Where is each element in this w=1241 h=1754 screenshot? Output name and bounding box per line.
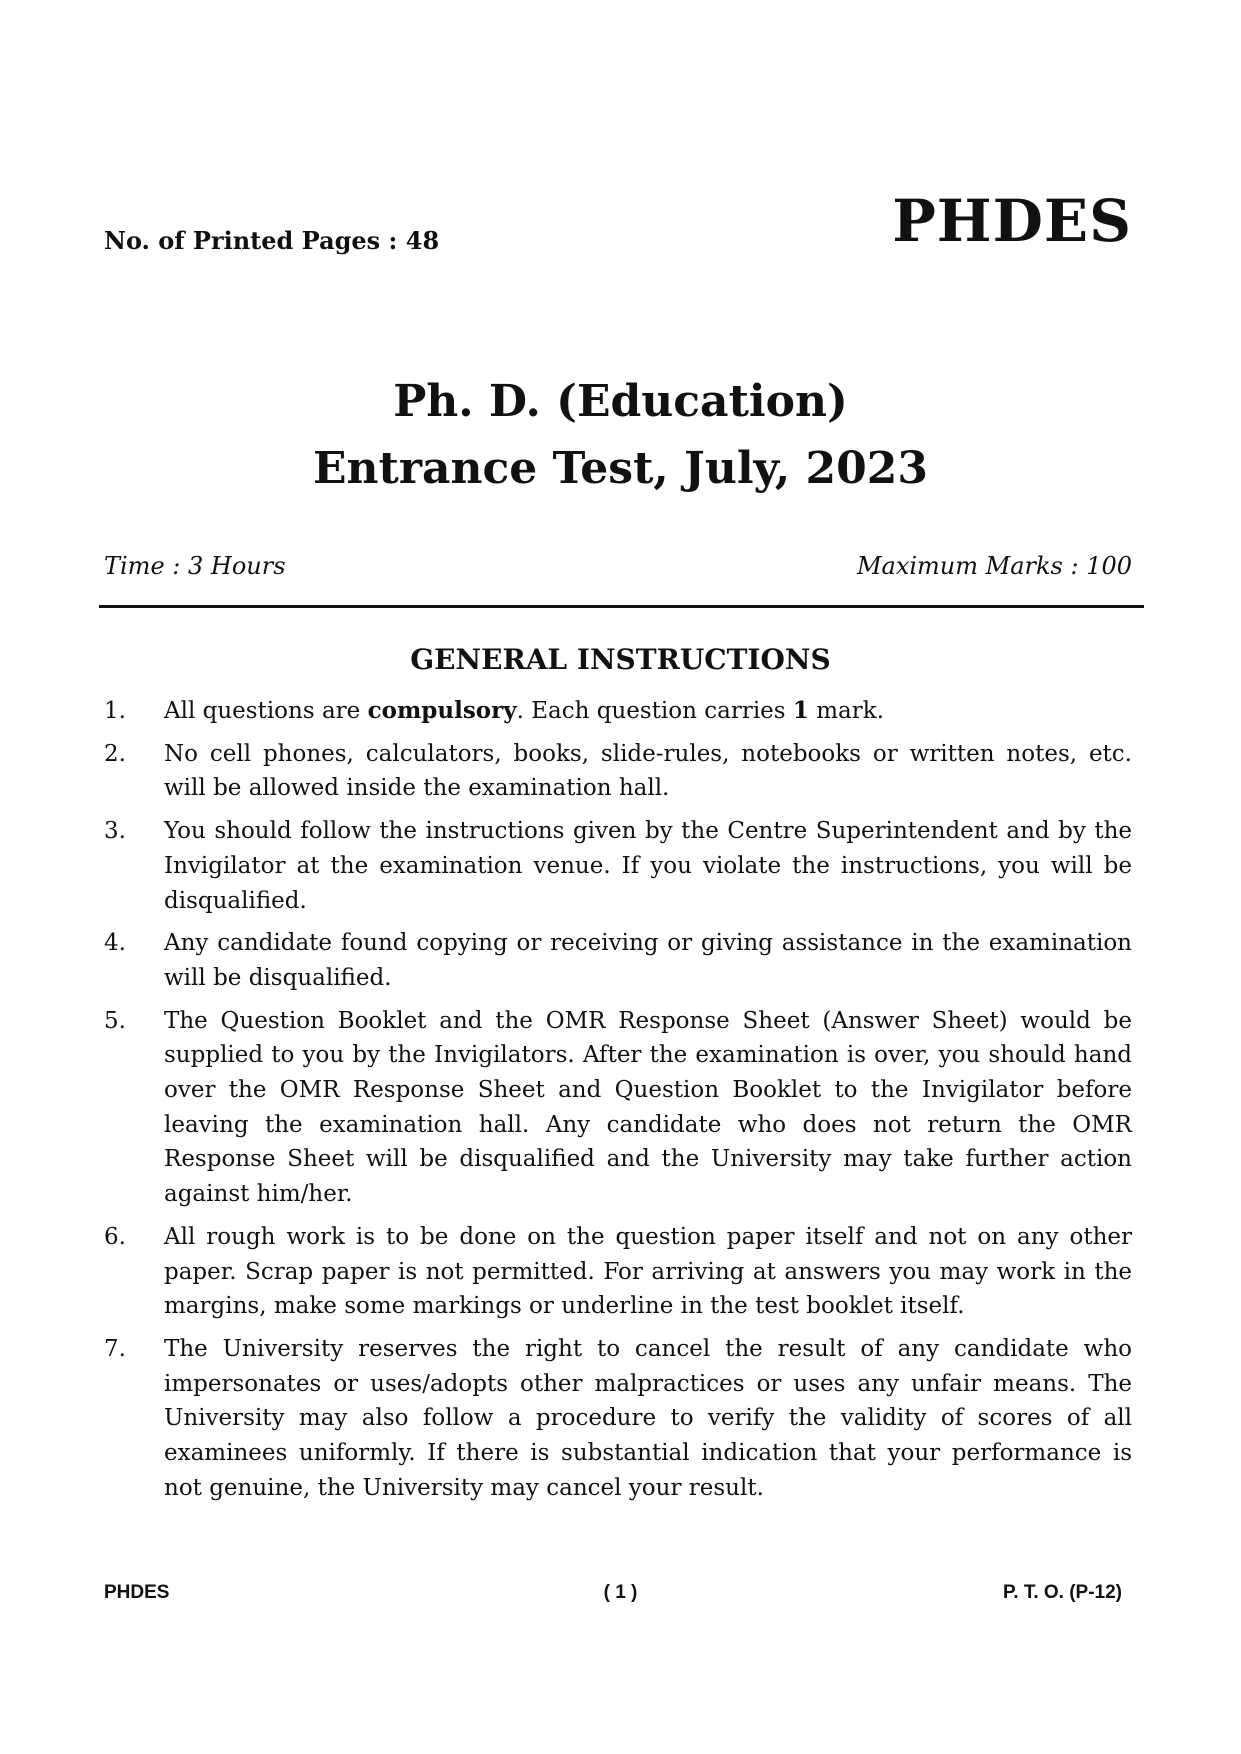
instruction-item (104, 1220, 1132, 1324)
instruction-number: 5. (104, 1007, 126, 1034)
instruction-number: 2. (104, 740, 126, 767)
instruction-text: Any candidate found copying or receiving or giving assistance in the examination will be disqualified. (164, 930, 1132, 991)
instruction-text: The University reserves the right to cancel the result of any candidate who impersonates or uses/adopts other malpractices or uses any unfair means. The University may also follow a procedure to verify the validity of scores of all examinees uniformly. If there is substantial indication that your performance is not genuine, the University may cancel your result. (164, 1335, 1132, 1501)
exam-subtitle: Entrance Test, July, 2023 (312, 443, 929, 494)
please-turn-over-note: P. T. O. (P-12) (1003, 1582, 1122, 1603)
instruction-number: 3. (104, 818, 126, 845)
instruction-item (104, 694, 1132, 729)
instruction-item (104, 737, 1132, 806)
instruction-text-part: All questions are (164, 698, 368, 724)
paper-code: PHDES (892, 187, 1132, 255)
instruction-text: All rough work is to be done on the question paper itself and not on any other paper. Scrap paper is not permitted. For arriving at answers you may work in the margins, make some markings or underline in the test booklet itself. (164, 1223, 1132, 1320)
exam-title: Ph. D. (Education) (393, 376, 848, 427)
instruction-emphasis: 1 (792, 697, 809, 724)
instruction-text: No cell phones, calculators, books, slide-rules, notebooks or written notes, etc. will be allowed inside the examination hall. (164, 740, 1132, 802)
instruction-number: 4. (104, 930, 126, 957)
maximum-marks: Maximum Marks : 100 (856, 552, 1132, 580)
printed-pages-count: No. of Printed Pages : 48 (104, 226, 440, 255)
instructions-heading: GENERAL INSTRUCTIONS (410, 643, 831, 676)
instruction-number: 6. (104, 1223, 126, 1250)
instruction-text-part: mark. (808, 698, 885, 724)
instruction-number: 7. (104, 1335, 126, 1362)
instructions-list (104, 694, 1132, 1513)
instruction-item (104, 1004, 1132, 1212)
instruction-text: The Question Booklet and the OMR Response Sheet (Answer Sheet) would be supplied to you by the Invigilators. After the examination is over, you should hand over the OMR Response Sheet and Question Booklet to the Invigilator before leaving the examination hall. Any candidate who does not return the OMR Response Sheet will be disqualified and the University may take further action against him/her. (164, 1007, 1132, 1208)
instruction-text-part: . Each question carries (516, 698, 793, 724)
page-number: ( 1 ) (603, 1582, 638, 1603)
divider-rule (99, 605, 1144, 608)
exam-duration: Time : 3 Hours (104, 552, 286, 580)
instruction-emphasis: compulsory (367, 697, 517, 724)
footer-paper-code: PHDES (104, 1582, 170, 1603)
instruction-item (104, 1332, 1132, 1506)
instruction-item (104, 814, 1132, 918)
instruction-text: You should follow the instructions given by the Centre Superintendent and by the Invigilator at the examination venue. If you violate the instructions, you will be disqualified. (164, 818, 1132, 914)
instruction-text (164, 694, 1132, 729)
instruction-number: 1. (104, 698, 126, 724)
instruction-item (104, 926, 1132, 995)
